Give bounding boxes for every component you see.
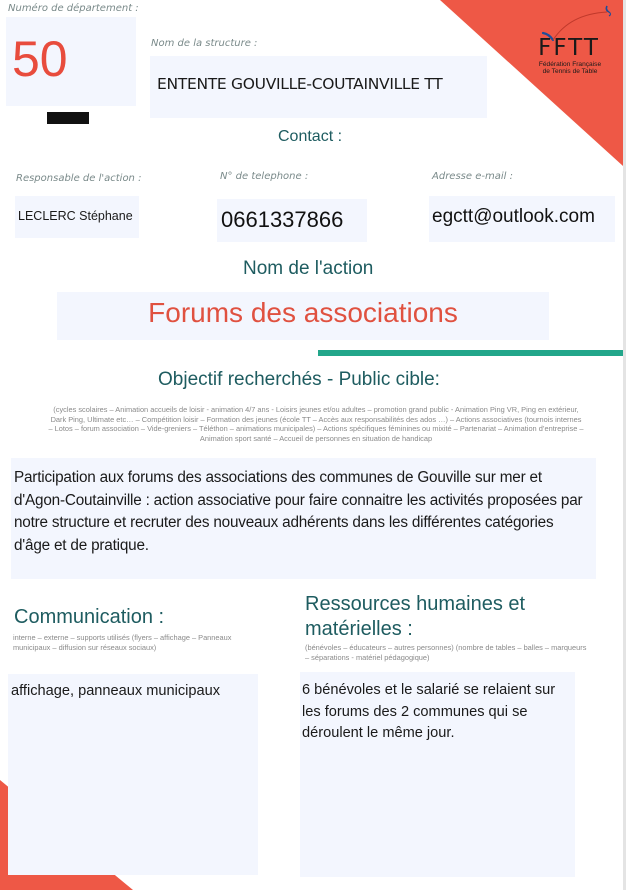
- fftt-logo: [515, 0, 626, 85]
- action-name: Forums des associations: [148, 297, 458, 328]
- ressources-hint: (bénévoles – éducateurs – autres personnes) (nombre de tables – balles – marqueurs – séparations - matériel pédagogique): [305, 643, 587, 662]
- communication-field[interactable]: [8, 674, 258, 875]
- objectif-field[interactable]: [11, 458, 596, 579]
- responsable-field[interactable]: [15, 196, 139, 238]
- fftt-acronym: FFTT: [538, 35, 600, 61]
- phone-value: 0661337866: [221, 207, 344, 232]
- redaction-bar: [47, 112, 89, 124]
- department-number: 50: [12, 31, 68, 87]
- communication-title: Communication :: [14, 606, 165, 628]
- fftt-name-line1: Fédération Française: [538, 61, 602, 68]
- structure-label: Nom de la structure :: [151, 38, 258, 49]
- communication-value: affichage, panneaux municipaux: [11, 683, 221, 699]
- fftt-name-line2: de Tennis de Table: [542, 68, 598, 75]
- responsable-label: Responsable de l'action :: [16, 173, 142, 184]
- contact-title: Contact :: [278, 128, 343, 145]
- ressources-value: 6 bénévoles et le salarié se relaient sur les forums des 2 communes qui se déroulent le même jour.: [302, 682, 556, 741]
- structure-field[interactable]: [150, 56, 487, 118]
- objectif-title: Objectif recherchés - Public cible:: [158, 369, 440, 390]
- ressources-title: Ressources humaines et matérielles :: [305, 593, 526, 640]
- phone-field[interactable]: [217, 199, 367, 242]
- objectif-hint: (cycles scolaires – Animation accueils de loisir - animation 4/7 ans - Loisirs jeunes et/ou adultes – promotion grand public - Animation Ping VR, Ping en extérieur, Dark Ping, Ultimate etc… – Compétition loisir – Formation des jeunes (école TT – Accès aux responsabilités des ados …) – Actions associatives (tournois internes – Lotos – forum association – Vide-greniers – Téléthon – animations municipales) – Actions spécifiques féminines ou mixité – Partenariat – Animation d’entreprise – Animation sport santé – Accueil de personnes en situation de handicap: [48, 405, 584, 443]
- phone-label: N° de telephone :: [220, 171, 309, 182]
- action-title: Nom de l'action: [243, 258, 374, 279]
- responsable-value: LECLERC Stéphane: [18, 209, 133, 223]
- email-label: Adresse e-mail :: [432, 171, 513, 182]
- action-name-field[interactable]: [57, 292, 549, 340]
- structure-name: ENTENTE GOUVILLE-COUTAINVILLE TT: [157, 75, 443, 93]
- communication-hint: interne – externe – supports utilisés (flyers – affichage – Panneaux municipaux – diffusion sur réseaux sociaux): [13, 633, 232, 652]
- email-value: egctt@outlook.com: [432, 206, 595, 227]
- objectif-value: Participation aux forums des associations des communes de Gouville sur mer et d'Agon-Coutainville : action associative pour faire connaitre les activités proposées par notre structure et recruter des nouveaux adhérents dans les différentes catégories d'âge et de pratique.: [14, 469, 583, 554]
- email-field[interactable]: [429, 196, 615, 242]
- department-field[interactable]: [6, 17, 136, 106]
- ressources-field[interactable]: [300, 672, 575, 877]
- department-label: Numéro de département :: [8, 3, 139, 14]
- green-divider: [318, 350, 623, 356]
